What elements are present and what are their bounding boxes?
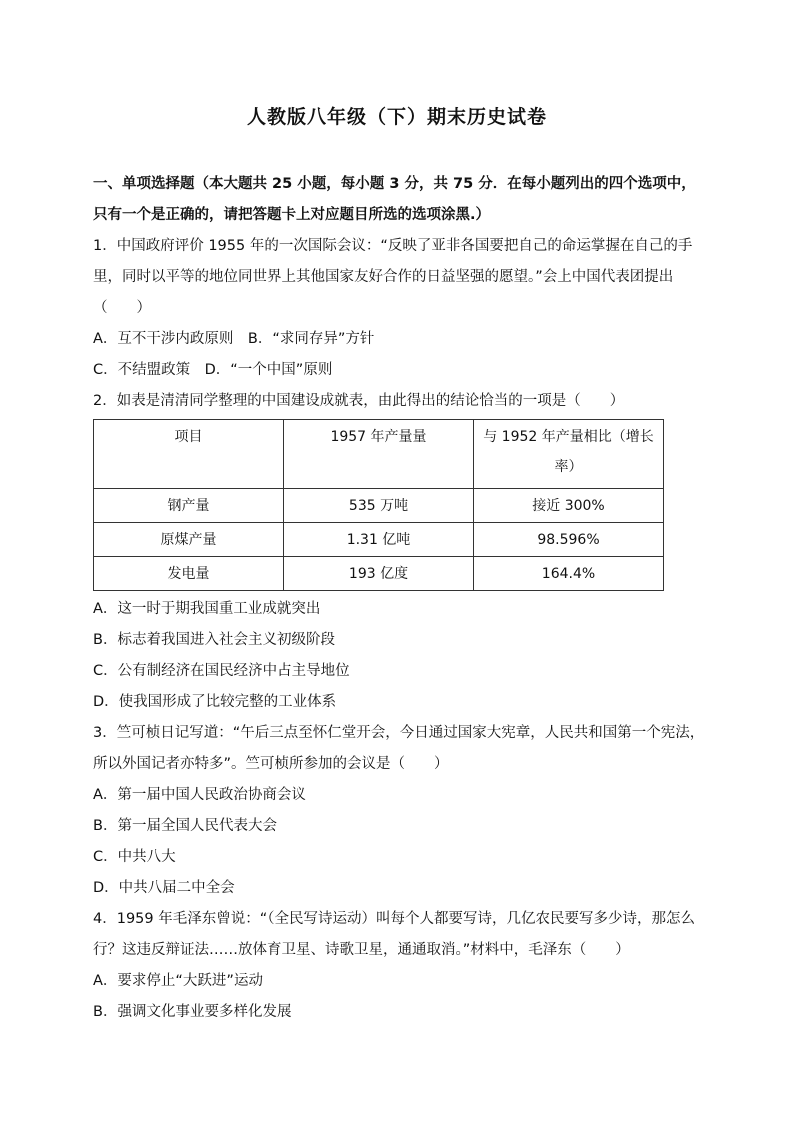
construction-achievement-table bbox=[93, 419, 664, 591]
question-3-stem: 3．竺可桢日记写道：“午后三点至怀仁堂开会，今日通过国家大宪章，人民共和国第一个宪法，所以外国记者亦特多”。竺可桢所参加的会议是（ ） bbox=[93, 725, 705, 772]
table-row bbox=[94, 523, 664, 557]
table-header-row bbox=[94, 420, 664, 489]
question-4-option-a: A．要求停止“大跃进”运动 bbox=[93, 973, 263, 989]
question-4-stem: 4．1959 年毛泽东曾说：“（全民写诗运动）叫每个人都要写诗，几亿农民要写多少诗，那怎么行？这违反辩证法……放体育卫星、诗歌卫星，通通取消。”材料中，毛泽东（ ） bbox=[93, 911, 695, 958]
table-cell: 接近 300% bbox=[474, 489, 664, 523]
table-cell: 164.4% bbox=[474, 557, 664, 591]
table-cell: 535 万吨 bbox=[284, 489, 474, 523]
table-cell: 原煤产量 bbox=[94, 523, 284, 557]
table-cell: 1.31 亿吨 bbox=[284, 523, 474, 557]
exam-title: 人教版八年级（下）期末历史试卷 bbox=[246, 106, 547, 128]
question-2-option-b: B．标志着我国进入社会主义初级阶段 bbox=[93, 632, 335, 648]
question-3-option-b: B．第一届全国人民代表大会 bbox=[93, 818, 277, 834]
question-1-stem: 1．中国政府评价 1955 年的一次国际会议：“反映了亚非各国要把自己的命运掌握在自己的手里，同时以平等的地位同世界上其他国家友好合作的日益坚强的愿望。”会上中国代表团提出（ ） bbox=[93, 238, 693, 316]
question-4-option-b: B．强调文化事业要多样化发展 bbox=[93, 1004, 292, 1020]
question-1-option-ab: A．互不干涉内政原则 B．“求同存异”方针 bbox=[93, 331, 375, 347]
question-2-option-d: D．使我国形成了比较完整的工业体系 bbox=[93, 694, 337, 710]
table-cell: 钢产量 bbox=[94, 489, 284, 523]
table-row bbox=[94, 557, 664, 591]
question-3-option-c: C．中共八大 bbox=[93, 849, 176, 865]
question-3-option-d: D．中共八届二中全会 bbox=[93, 880, 235, 896]
question-3-option-a: A．第一届中国人民政治协商会议 bbox=[93, 787, 306, 803]
table-header-cell: 1957 年产量量 bbox=[284, 420, 474, 489]
exam-content bbox=[93, 169, 705, 1028]
table-cell: 193 亿度 bbox=[284, 557, 474, 591]
question-2-option-c: C．公有制经济在国民经济中占主导地位 bbox=[93, 663, 350, 679]
table-cell: 发电量 bbox=[94, 557, 284, 591]
question-2-stem: 2．如表是清清同学整理的中国建设成就表，由此得出的结论恰当的一项是（ ） bbox=[93, 393, 625, 409]
table-cell: 98.596% bbox=[474, 523, 664, 557]
table-header-cell: 项目 bbox=[94, 420, 284, 489]
question-1-option-cd: C．不结盟政策 D．“一个中国”原则 bbox=[93, 362, 333, 378]
section-heading: 一、单项选择题（本大题共 25 小题，每小题 3 分，共 75 分．在每小题列出的四个选项中，只有一个是正确的，请把答题卡上对应题目所选的选项涂黑.） bbox=[93, 176, 696, 223]
question-2-option-a: A．这一时于期我国重工业成就突出 bbox=[93, 601, 321, 617]
table-header-cell: 与 1952 年产量相比（增长率） bbox=[474, 420, 664, 489]
table-row bbox=[94, 489, 664, 523]
